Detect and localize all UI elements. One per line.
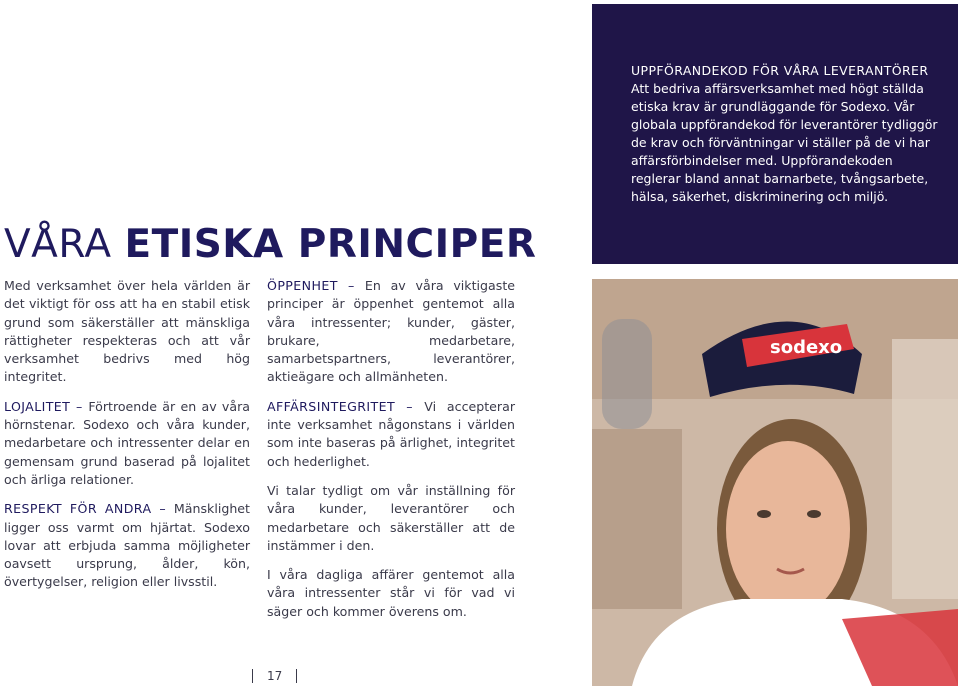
left-column: [4, 277, 250, 603]
stance-paragraph: Vi talar tydligt om vår inställning för våra kunder, leverantörer och medarbetare och säkerställer att de instämmer i den.: [267, 482, 515, 553]
openness-label: ÖPPENHET –: [267, 278, 365, 293]
integrity-label: AFFÄRSINTEGRITET –: [267, 398, 425, 414]
cap-logo: sodexo: [770, 337, 843, 358]
supplier-code-title: UPPFÖRANDEKOD FÖR VÅRA LEVERANTÖRER: [631, 63, 929, 78]
loyalty-label: LOJALITET –: [4, 398, 89, 414]
page-title-bold: ETISKA PRINCIPER: [124, 222, 537, 267]
loyalty-text: Förtroende är en av våra hörnstenar. Sodexo och våra kunder, medarbetare och intressenter delar en gemensam grund baserad på lojalitet och ärliga relationer.: [4, 398, 250, 487]
integrity-text: Vi accepterar inte verksamhet någonstans i världen som inte baseras på ärlighet, integritet och hederlighet.: [267, 398, 515, 469]
openness-text: En av våra viktigaste principer är öppenhet gentemot alla våra intressenter; kunder, gäster, brukare, medarbetare, samarbetspartners, leverantörer, aktieägare och allmänheten.: [267, 278, 515, 385]
openness-paragraph: [267, 277, 515, 387]
page-footer: [252, 668, 297, 683]
respect-paragraph: [4, 500, 250, 591]
respect-label: RESPEKT FÖR ANDRA –: [4, 501, 174, 517]
page-title: [4, 221, 536, 269]
respect-text: Mänsklighet ligger oss varmt om hjärtat. Sodexo lovar att erbjuda samma möjligheter oavsett ursprung, ålder, kön, övertygelser, religion eller livsstil.: [4, 501, 250, 590]
footer-divider-left: [252, 669, 253, 683]
page-title-light: VÅRA: [4, 222, 125, 267]
page-number: 17: [267, 668, 283, 683]
integrity-paragraph: [267, 398, 515, 471]
middle-column: [267, 277, 515, 632]
chef-illustration: [592, 279, 958, 686]
supplier-code-text: Att bedriva affärsverksamhet med högt ställda etiska krav är grundläggande för Sodexo. Vår globala uppförandekod för leverantörer tydliggör de krav och förväntningar vi ställer på de vi har affärsförbindelser med. Uppförandekoden reglerar bland annat barnarbete, tvångsarbete, hälsa, säkerhet, diskriminering och miljö.: [631, 81, 938, 204]
intro-paragraph: Med verksamhet över hela världen är det viktigt för oss att ha en stabil etisk grund som säkerställer att mänskliga rättigheter respekteras och att vår verksamhet bedrivs med hög integritet.: [4, 278, 250, 385]
daily-business-paragraph: I våra dagliga affärer gentemot alla våra intressenter står vi för vad vi säger och kommer överens om.: [267, 567, 515, 619]
chef-photo: [592, 279, 958, 686]
footer-divider-right: [296, 669, 297, 683]
supplier-code-box: [592, 4, 958, 264]
loyalty-paragraph: [4, 398, 250, 489]
